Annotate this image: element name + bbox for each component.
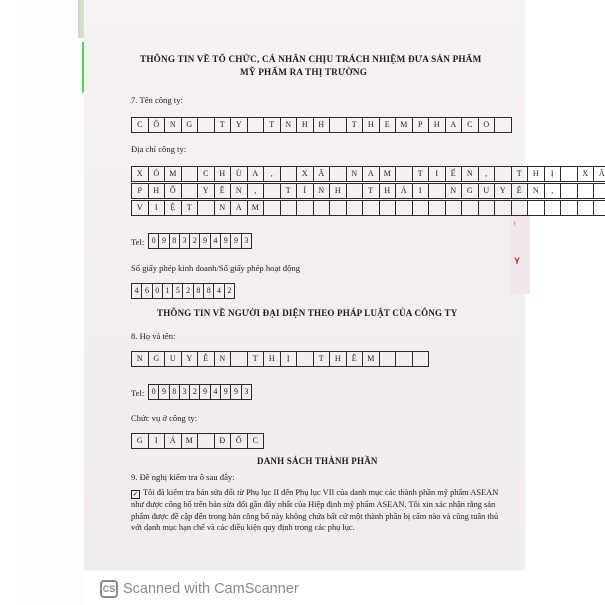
char-box: 9: [220, 233, 231, 249]
char-box: H: [313, 117, 331, 133]
char-box: M: [362, 351, 380, 367]
char-box: T: [412, 166, 430, 182]
char-box: [379, 351, 397, 367]
char-box: G: [181, 117, 199, 133]
char-box: 9: [230, 233, 241, 249]
char-box: [511, 200, 529, 216]
char-box: [296, 351, 314, 367]
char-box: [494, 166, 512, 182]
char-box: [362, 200, 380, 216]
char-box: V: [131, 200, 149, 216]
tel2-boxes: [148, 384, 251, 400]
char-box: ,: [263, 166, 281, 182]
char-box: Ê: [214, 183, 232, 199]
char-box: G: [148, 351, 166, 367]
char-box: [593, 200, 605, 216]
scanner-watermark: [100, 580, 299, 598]
char-box: H: [214, 166, 232, 182]
tel-boxes: [148, 233, 251, 249]
char-box: Ê: [511, 183, 529, 199]
char-box: C: [197, 166, 215, 182]
char-box: A: [247, 166, 265, 182]
char-box: U: [164, 351, 182, 367]
char-box: 2: [189, 384, 200, 400]
char-box: Ó: [148, 166, 166, 182]
char-box: Á: [164, 433, 182, 449]
char-box: [181, 166, 199, 182]
char-box: 4: [131, 283, 142, 299]
char-box: 8: [203, 283, 214, 299]
char-box: A: [362, 166, 380, 182]
char-box: ,: [478, 166, 496, 182]
char-box: [412, 351, 430, 367]
char-box: [395, 166, 413, 182]
license-label: Số giấy phép kinh doanh/Số giấy phép hoạt động: [131, 263, 300, 273]
char-box: Ỉ: [296, 183, 314, 199]
char-box: X: [296, 166, 314, 182]
char-box: [461, 200, 479, 216]
char-box: M: [379, 166, 397, 182]
char-box: 9: [199, 233, 210, 249]
char-box: H: [379, 183, 397, 199]
char-box: [313, 200, 331, 216]
char-box: [379, 200, 397, 216]
stamp-fragment: Y: [514, 256, 521, 266]
char-box: 9: [230, 384, 241, 400]
char-box: 0: [148, 233, 159, 249]
char-box: [527, 200, 545, 216]
char-box: N: [214, 351, 232, 367]
char-box: [346, 200, 364, 216]
char-box: 0: [148, 384, 159, 400]
char-box: Ê: [346, 351, 364, 367]
char-box: 8: [193, 283, 204, 299]
char-box: Đ: [214, 433, 232, 449]
char-box: 9: [158, 384, 169, 400]
char-box: C: [131, 117, 149, 133]
char-box: [329, 117, 347, 133]
char-box: 2: [182, 283, 193, 299]
address-boxes-row-1: [131, 166, 605, 182]
char-box: Ã: [313, 166, 331, 182]
watermark-text: Scanned with CamScanner: [123, 581, 299, 597]
char-box: X: [577, 166, 595, 182]
char-box: I: [428, 166, 446, 182]
char-box: C: [247, 433, 265, 449]
background-left: [0, 0, 84, 605]
char-box: M: [395, 117, 413, 133]
char-box: [445, 200, 463, 216]
char-box: I: [148, 200, 166, 216]
char-box: Ễ: [197, 351, 215, 367]
char-box: Ô: [148, 117, 166, 133]
heading-ingredients: DANH SÁCH THÀNH PHẦN: [257, 456, 378, 466]
char-box: [577, 200, 595, 216]
position-label: Chức vụ ở công ty:: [131, 413, 198, 423]
char-box: 3: [241, 233, 252, 249]
char-box: Ã: [593, 166, 605, 182]
char-box: [247, 117, 265, 133]
char-box: T: [511, 166, 529, 182]
char-box: Ệ: [164, 200, 182, 216]
char-box: N: [527, 183, 545, 199]
char-box: Ố: [230, 433, 248, 449]
char-box: H: [428, 117, 446, 133]
char-box: N: [164, 117, 182, 133]
char-box: [230, 351, 248, 367]
char-box: [346, 183, 364, 199]
char-box: I: [412, 183, 430, 199]
char-box: [263, 200, 281, 216]
char-box: 9: [199, 384, 210, 400]
char-box: P: [131, 183, 149, 199]
char-box: [560, 183, 578, 199]
char-box: N: [346, 166, 364, 182]
char-box: 9: [220, 384, 231, 400]
position-boxes: [131, 433, 263, 449]
char-box: A: [230, 200, 248, 216]
char-box: O: [478, 117, 496, 133]
char-box: Y: [197, 183, 215, 199]
heading-line-2: MỸ PHẨM RA THỊ TRƯỜNG: [240, 67, 368, 77]
char-box: Y: [230, 117, 248, 133]
char-box: 2: [224, 283, 235, 299]
char-box: Á: [395, 183, 413, 199]
char-box: T: [313, 351, 331, 367]
char-box: X: [131, 166, 149, 182]
char-box: [296, 200, 314, 216]
char-box: T: [280, 183, 298, 199]
char-box: [197, 117, 215, 133]
char-box: M: [247, 200, 265, 216]
char-box: [428, 200, 446, 216]
char-box: 8: [169, 384, 180, 400]
camscanner-logo: CS: [100, 580, 118, 598]
char-box: T: [346, 117, 364, 133]
char-box: 4: [213, 283, 224, 299]
char-box: U: [478, 183, 496, 199]
address-boxes-row-3: [131, 200, 605, 216]
declaration-text: Tôi đã kiểm tra bản sửa đổi từ Phụ lục II đến Phụ lục VII của danh mục các thành phần mỹ phẩm ASEAN như được công bố trên bản sửa đổi gần đây nhất của Hiệp định mỹ phẩm ASEAN. Tôi xin xác nhận rằng sản phẩm được đề cập đến trong bản công bố này không chứa bất cứ một thành phần bị cấm nào và cũng tuân thủ với danh mục hạn chế và các điều kiện quy định trong các phụ lục.: [131, 488, 499, 533]
char-box: N: [445, 183, 463, 199]
char-box: [428, 183, 446, 199]
char-box: Ị: [544, 166, 562, 182]
char-box: [280, 200, 298, 216]
char-box: [494, 117, 512, 133]
char-box: M: [181, 433, 199, 449]
char-box: H: [148, 183, 166, 199]
char-box: Y: [181, 351, 199, 367]
char-box: 4: [210, 233, 221, 249]
char-box: H: [362, 117, 380, 133]
char-box: [181, 183, 199, 199]
char-box: [197, 200, 215, 216]
char-box: T: [247, 351, 265, 367]
char-box: ,: [544, 183, 562, 199]
char-box: T: [214, 117, 232, 133]
char-box: Y: [494, 183, 512, 199]
tel2-label: Tel:: [131, 388, 145, 398]
char-box: N: [313, 183, 331, 199]
address-boxes-row-2: [131, 183, 605, 199]
char-box: [494, 200, 512, 216]
char-box: T: [263, 117, 281, 133]
char-box: H: [296, 117, 314, 133]
name-label: 8. Họ và tên:: [131, 331, 176, 341]
char-box: H: [527, 166, 545, 182]
char-box: [577, 183, 595, 199]
heading-representative: THÔNG TIN VỀ NGƯỜI ĐẠI DIỆN THEO PHÁP LUẬT CỦA CÔNG TY: [157, 308, 458, 318]
company-label: 7. Tên công ty:: [131, 95, 183, 105]
license-boxes: [131, 283, 234, 299]
char-box: [263, 183, 281, 199]
char-box: 3: [179, 233, 190, 249]
char-box: E: [379, 117, 397, 133]
char-box: [329, 200, 347, 216]
char-box: Ổ: [164, 183, 182, 199]
char-box: [560, 200, 578, 216]
char-box: Ị: [280, 351, 298, 367]
char-box: M: [164, 166, 182, 182]
char-box: N: [230, 183, 248, 199]
char-box: C: [461, 117, 479, 133]
char-box: [593, 183, 605, 199]
check-label: 9. Đề nghị kiểm tra ô sau đây:: [131, 472, 235, 482]
char-box: [395, 200, 413, 216]
char-box: 9: [158, 233, 169, 249]
company-name-boxes: [131, 117, 511, 133]
char-box: N: [214, 200, 232, 216]
char-box: G: [131, 433, 149, 449]
char-box: G: [461, 183, 479, 199]
char-box: ,: [247, 183, 265, 199]
char-box: A: [445, 117, 463, 133]
adjacent-page-edge: [510, 214, 530, 294]
char-box: [412, 200, 430, 216]
char-box: 8: [169, 233, 180, 249]
char-box: 1: [162, 283, 173, 299]
tel-label: Tel:: [131, 237, 145, 247]
char-box: H: [329, 183, 347, 199]
char-box: N: [461, 166, 479, 182]
char-box: [395, 351, 413, 367]
char-box: Ù: [230, 166, 248, 182]
char-box: 6: [141, 283, 152, 299]
char-box: [478, 200, 496, 216]
char-box: P: [412, 117, 430, 133]
char-box: [544, 200, 562, 216]
checkbox[interactable]: ✓: [132, 490, 139, 498]
heading-line-1: THÔNG TIN VỀ TỔ CHỨC, CÁ NHÂN CHỊU TRÁCH NHIỆM ĐƯA SẢN PHẨM: [140, 54, 482, 64]
char-box: H: [329, 351, 347, 367]
address-label: Địa chỉ công ty:: [131, 144, 187, 154]
char-box: H: [263, 351, 281, 367]
char-box: 3: [241, 384, 252, 400]
char-box: 0: [152, 283, 163, 299]
char-box: N: [131, 351, 149, 367]
char-box: T: [181, 200, 199, 216]
name-boxes: [131, 351, 428, 367]
declaration-paragraph: [131, 487, 501, 534]
stamp-fragment: !: [514, 222, 516, 228]
char-box: Ế: [445, 166, 463, 182]
char-box: 5: [172, 283, 183, 299]
char-box: I: [148, 433, 166, 449]
char-box: 2: [189, 233, 200, 249]
char-box: [197, 433, 215, 449]
char-box: 3: [179, 384, 190, 400]
char-box: [329, 166, 347, 182]
char-box: T: [362, 183, 380, 199]
char-box: [280, 166, 298, 182]
char-box: N: [280, 117, 298, 133]
char-box: [560, 166, 578, 182]
char-box: 4: [210, 384, 221, 400]
